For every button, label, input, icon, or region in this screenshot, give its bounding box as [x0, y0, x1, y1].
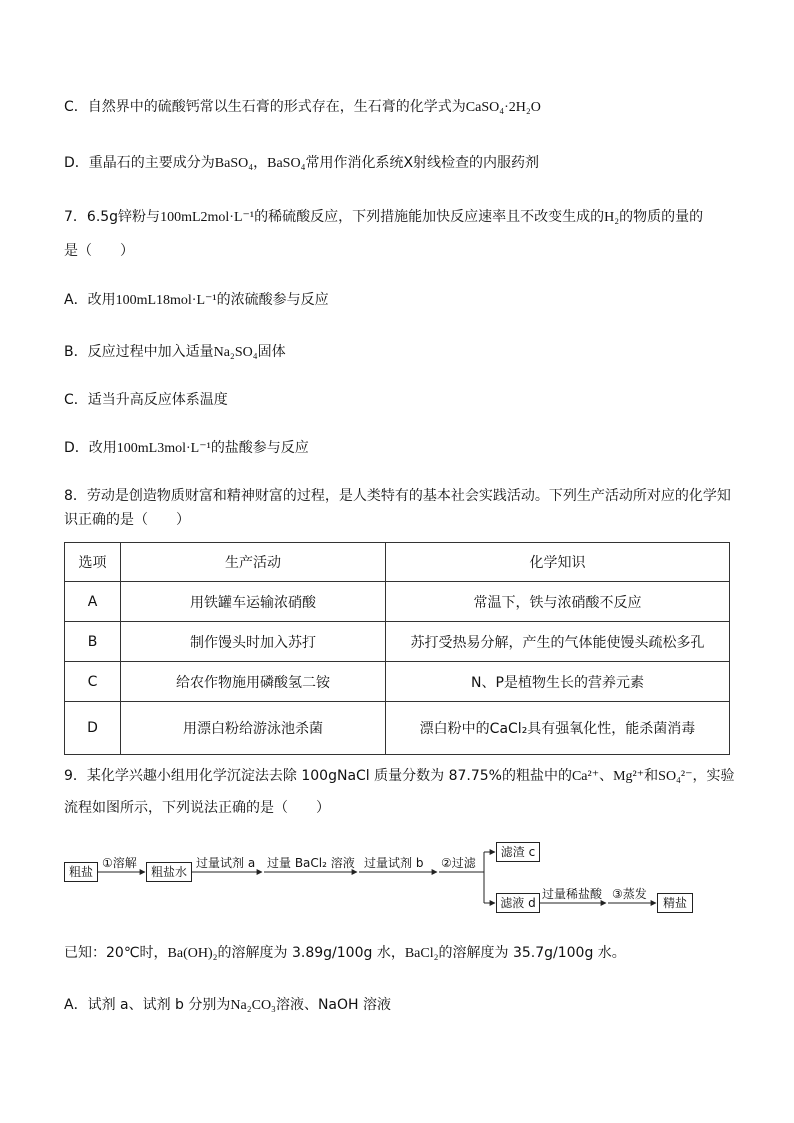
table-row: C 给农作物施用磷酸氢二铵 N、P是植物生长的营养元素 [65, 662, 730, 702]
reagent-a-label: 过量试剂 a [196, 856, 256, 870]
refined-salt-box: 精盐 [657, 893, 693, 913]
table-row: B 制作馒头时加入苏打 苏打受热易分解，产生的气体能使馒头疏松多孔 [65, 622, 730, 662]
reagent-b-label: 过量试剂 b [364, 856, 424, 870]
q8-stem-line2: 识正确的是（ ） [64, 512, 190, 528]
q7-option-a: A．改用100mL18mol·L⁻¹的浓硫酸参与反应 [64, 292, 329, 308]
residue-c-box: 滤渣 c [496, 842, 540, 862]
table-header-row [65, 543, 730, 582]
crude-salt-box: 粗盐 [64, 862, 98, 882]
header-option: 选项 [65, 543, 121, 582]
table-row: D 用漂白粉给游泳池杀菌 漂白粉中的CaCl₂具有强氧化性，能杀菌消毒 [65, 702, 730, 755]
q9-stem-line2: 流程如图所示，下列说法正确的是（ ） [64, 800, 330, 816]
gypsum-formula: CaSO₄·2H₂O [465, 100, 541, 115]
evaporate-step-label: ③蒸发 [612, 887, 647, 901]
q9-known-info: 已知：20℃时，Ba(OH)₂的溶解度为 3.89g/100g 水，BaCl₂的溶解度为 35.7g/100g 水。 [64, 945, 626, 961]
dissolve-step-label: ①溶解 [102, 856, 137, 870]
hcl-label: 过量稀盐酸 [542, 887, 603, 901]
q8-options-table [64, 542, 730, 755]
filtrate-d-box: 滤液 d [496, 893, 540, 913]
q9-stem-line1: 9．某化学兴趣小组用化学沉淀法去除 100gNaCl 质量分数为 87.75%的粗盐中的Ca²⁺、Mg²⁺和SO₄²⁻，实验 [64, 768, 735, 784]
brine-box: 粗盐水 [146, 862, 192, 882]
bacl2-label: 过量 BaCl₂ 溶液 [267, 856, 355, 870]
q6-option-c: C．自然界中的硫酸钙常以生石膏的形式存在，生石膏的化学式为CaSO₄·2H₂O [64, 99, 541, 115]
q8-stem-line1: 8．劳动是创造物质财富和精神财富的过程，是人类特有的基本社会实践活动。下列生产活动所对应的化学知 [64, 488, 731, 504]
q7-stem-line1: 7．6.5g锌粉与100mL2mol·L⁻¹的稀硫酸反应，下列措施能加快反应速率且不改变生成的H₂的物质的量的 [64, 209, 704, 225]
q9-option-a: A．试剂 a、试剂 b 分别为Na₂CO₃溶液、NaOH 溶液 [64, 997, 392, 1013]
header-activity: 生产活动 [121, 543, 386, 582]
q6-option-d: D．重晶石的主要成分为BaSO₄，BaSO₄常用作消化系统X射线检查的内服药剂 [64, 155, 540, 171]
filter-step-label: ②过滤 [441, 856, 476, 870]
q7-option-c: C．适当升高反应体系温度 [64, 392, 228, 408]
q7-option-b: B．反应过程中加入适量Na₂SO₄固体 [64, 344, 286, 360]
table-row: A 用铁罐车运输浓硝酸 常温下，铁与浓硝酸不反应 [65, 582, 730, 622]
q7-stem-line2: 是（ ） [64, 243, 134, 259]
q7-option-d: D．改用100mL3mol·L⁻¹的盐酸参与反应 [64, 440, 309, 456]
header-knowledge: 化学知识 [386, 543, 730, 582]
